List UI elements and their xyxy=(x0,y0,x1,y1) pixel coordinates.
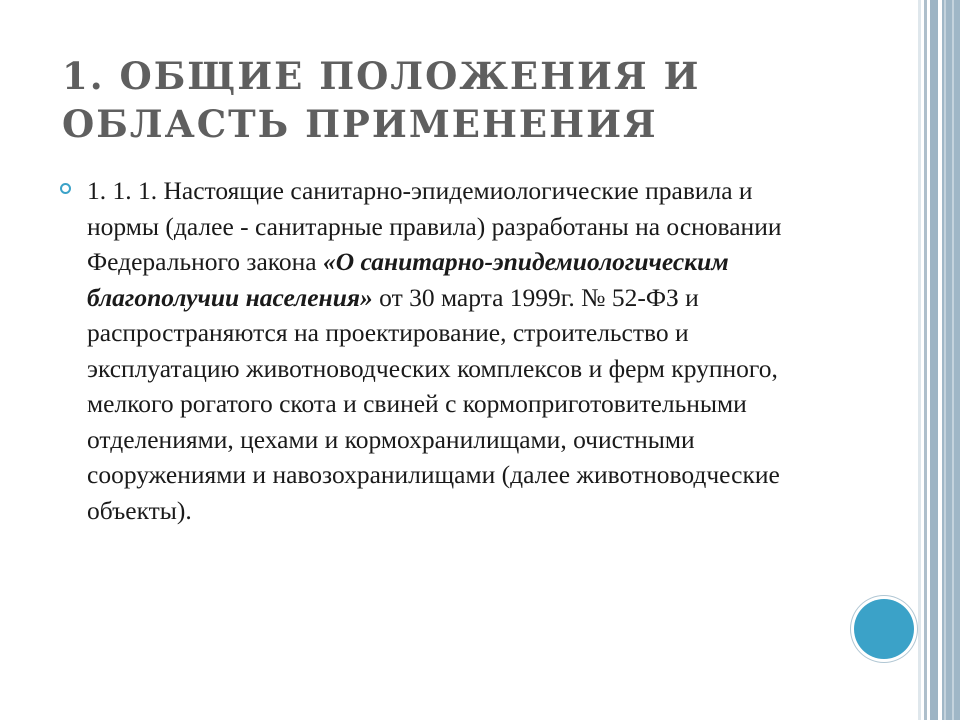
border-stripe xyxy=(952,0,954,720)
bullet-text-part-2: от 30 марта 1999г. № 52-ФЗ и распространяются на проектирование, строительство и эксплуатацию животноводческих комплексов и ферм крупного, мелкого рогатого скота и свиней с кормоприготовительными отделениями, цехами и кормохранилищами, очистными сооружениями и навозохранилищами (далее животноводческие объекты). xyxy=(87,282,780,525)
border-stripe xyxy=(918,0,921,720)
law-title-emphasis: «О санитарно-эпидемиологическим благополучии населения» xyxy=(87,247,729,312)
decorative-circle xyxy=(854,599,914,659)
border-stripe xyxy=(924,0,927,720)
bullet-text-part-1: 1. 1. 1. Настоящие санитарно-эпидемиологические правила и нормы (далее - санитарные правила) разработаны на основании Федерального закона xyxy=(87,176,782,276)
bullet-item xyxy=(60,173,840,528)
bullet-text xyxy=(87,173,827,528)
title-line-1: 1. ОБЩИЕ ПОЛОЖЕНИЯ И xyxy=(62,54,701,98)
bullet-circle-icon xyxy=(60,183,71,194)
slide-title xyxy=(62,52,882,148)
border-stripe xyxy=(944,0,946,720)
decorative-border xyxy=(918,0,960,720)
border-stripe xyxy=(930,0,938,720)
title-line-2: ОБЛАСТЬ ПРИМЕНЕНИЯ xyxy=(62,102,658,146)
border-stripe xyxy=(939,0,941,720)
